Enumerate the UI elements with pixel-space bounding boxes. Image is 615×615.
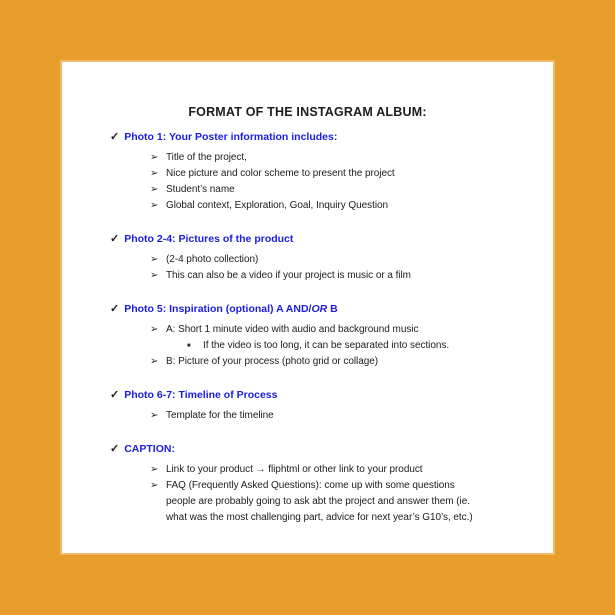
heading-part: Photo 5: Inspiration (optional) A AND/ <box>124 303 312 315</box>
document-body <box>62 130 553 526</box>
list-item <box>110 462 476 478</box>
list-item <box>110 408 476 424</box>
list-item-text: Nice picture and color scheme to present the project <box>166 168 395 179</box>
list-item <box>110 198 476 214</box>
page-title: FORMAT OF THE INSTAGRAM ALBUM: <box>188 105 427 119</box>
arrow-bullet-icon: ➢ <box>150 200 159 211</box>
list-item-text: Template for the timeline <box>166 410 274 421</box>
heading-part: B <box>327 303 338 315</box>
list-item-text: If the video is too long, it can be separated into sections. <box>203 340 450 351</box>
list-item-text: This can also be a video if your project is music or a film <box>166 270 411 281</box>
list-item <box>110 182 476 198</box>
checkmark-icon: ✓ <box>110 389 120 401</box>
arrow-bullet-icon: ➢ <box>150 254 159 265</box>
list-item-text: Global context, Exploration, Goal, Inquiry Question <box>166 200 389 211</box>
section-heading <box>110 302 476 316</box>
section-photo-1 <box>110 130 476 214</box>
list-item <box>110 166 476 182</box>
section-caption <box>110 442 476 526</box>
list-item <box>110 268 476 284</box>
arrow-bullet-icon: ➢ <box>150 410 159 421</box>
square-bullet-icon: ■ <box>187 343 191 349</box>
arrow-bullet-icon: ➢ <box>150 356 159 367</box>
list-item-text: FAQ (Frequently Asked Questions): come up with some questions people are probably going to ask abt the project and answer them (ie. what was the most challenging part, advice for next year’s G10’s, etc.) <box>166 480 473 523</box>
arrow-bullet-icon: ➢ <box>150 464 159 475</box>
document-page <box>62 62 553 553</box>
section-heading-text <box>124 303 337 315</box>
list-item <box>110 252 476 268</box>
section-heading-text: Photo 6-7: Timeline of Process <box>124 389 278 401</box>
checkmark-icon: ✓ <box>110 131 120 143</box>
arrow-bullet-icon: ➢ <box>150 184 159 195</box>
arrow-bullet-icon: ➢ <box>150 270 159 281</box>
list-item <box>110 150 476 166</box>
section-heading <box>110 232 476 246</box>
checkmark-icon: ✓ <box>110 233 120 245</box>
section-heading <box>110 388 476 402</box>
section-heading-text: CAPTION: <box>124 443 175 455</box>
arrow-bullet-icon: ➢ <box>150 324 159 335</box>
list-item-sub <box>110 338 476 354</box>
list-item <box>110 478 476 526</box>
arrow-bullet-icon: ➢ <box>150 480 159 491</box>
heading-part-italic: OR <box>311 303 328 315</box>
section-photo-2-4 <box>110 232 476 284</box>
list-item-text: Title of the project, <box>166 152 247 163</box>
section-heading <box>110 130 476 144</box>
section-photo-5 <box>110 302 476 370</box>
list-item <box>110 354 476 370</box>
section-photo-6-7 <box>110 388 476 424</box>
arrow-bullet-icon: ➢ <box>150 168 159 179</box>
list-item-text: A: Short 1 minute video with audio and background music <box>166 324 419 335</box>
section-heading-text: Photo 1: Your Poster information includes: <box>124 131 338 143</box>
list-item-text: (2-4 photo collection) <box>166 254 259 265</box>
arrow-bullet-icon: ➢ <box>150 152 159 163</box>
list-item-text: Link to your product → fliphtml or other link to your product <box>166 464 423 475</box>
section-heading-text: Photo 2-4: Pictures of the product <box>124 233 294 245</box>
checkmark-icon: ✓ <box>110 443 120 455</box>
checkmark-icon: ✓ <box>110 303 120 315</box>
list-item-text: Student’s name <box>166 184 235 195</box>
section-heading <box>110 442 476 456</box>
list-item-text: B: Picture of your process (photo grid or collage) <box>166 356 379 367</box>
list-item <box>110 322 476 338</box>
